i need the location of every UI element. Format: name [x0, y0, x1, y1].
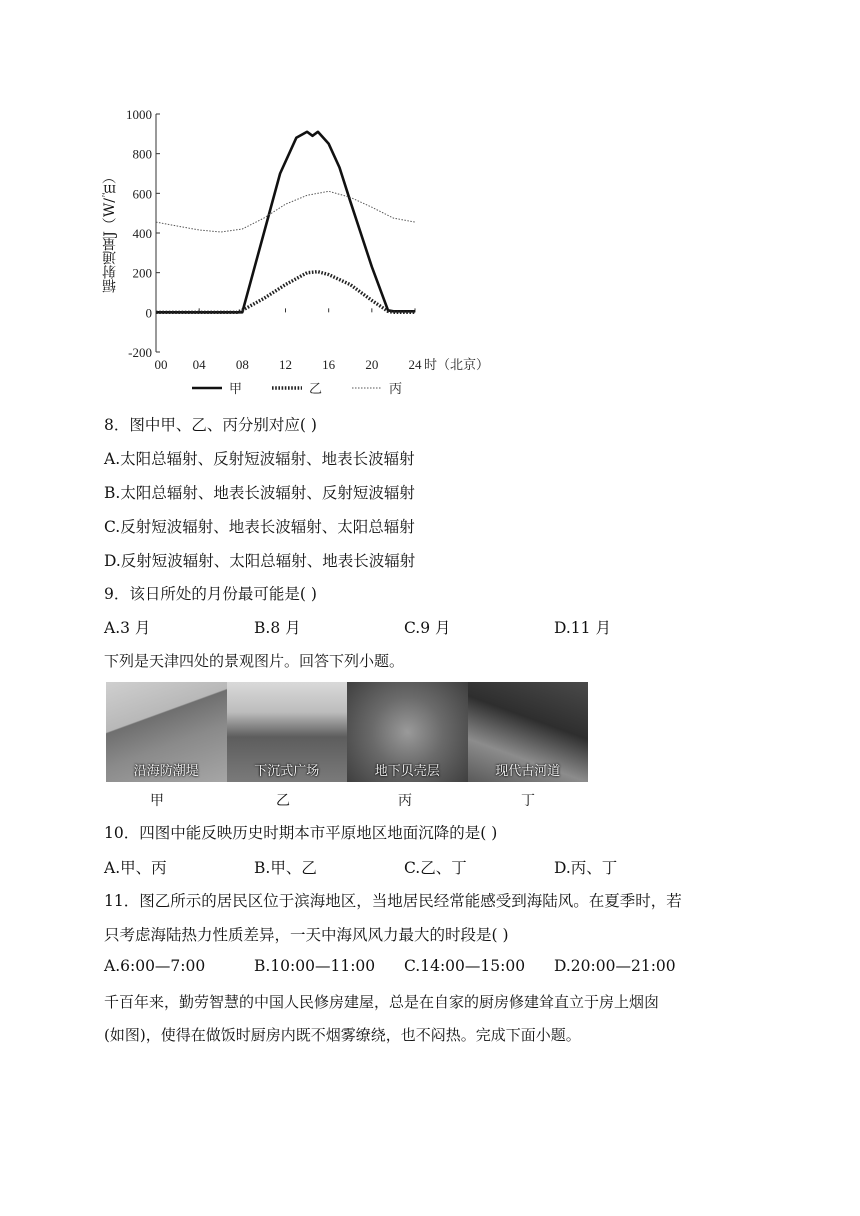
x-tick-label: 08	[235, 357, 249, 372]
series-line-甲	[156, 132, 415, 312]
q8-stem: 8．图中甲、乙、丙分别对应( )	[104, 416, 317, 434]
q9-option-c: C.9 月	[404, 619, 451, 637]
y-tick-label: 600	[132, 186, 152, 202]
photo-sunken-plaza	[227, 682, 348, 782]
q8-option-a: A.太阳总辐射、反射短波辐射、地表长波辐射	[104, 450, 415, 468]
y-tick-label: 200	[132, 265, 152, 281]
x-tick-label: 24	[408, 357, 422, 372]
q11-option-a: A.6:00—7:00	[104, 957, 206, 975]
photo-label-ding: 丁	[521, 793, 535, 809]
photo-label-jia: 甲	[150, 793, 164, 809]
q11-stem-line1: 11．图乙所示的居民区位于滨海地区，当地居民经常能感受到海陆风。在夏季时，若	[104, 892, 682, 910]
landscape-photos	[106, 682, 588, 782]
x-tick-label: 12	[279, 357, 292, 372]
intro-tianjin: 下列是天津四处的景观图片。回答下列小题。	[104, 652, 405, 670]
q10-option-c: C.乙、丁	[404, 859, 467, 877]
x-axis-label: 时（北京）	[424, 358, 490, 373]
q9-stem: 9．该日所处的月份最可能是( )	[104, 585, 317, 603]
q11-option-c: C.14:00—15:00	[404, 957, 526, 975]
legend-label: 乙	[309, 382, 323, 397]
y-tick-label: 0	[145, 305, 152, 321]
q8-option-d: D.反射短波辐射、太阳总辐射、地表长波辐射	[104, 552, 416, 570]
chimney-intro-line1: 千百年来，勤劳智慧的中国人民修房建屋，总是在自家的厨房修建耸直立于房上烟囱	[104, 993, 660, 1011]
chart-svg	[100, 95, 520, 405]
y-axis-label: 辐射通量J（W/㎡）	[102, 170, 118, 293]
photo-caption: 地下贝壳层	[374, 764, 440, 779]
q8-option-c: C.反射短波辐射、地表长波辐射、太阳总辐射	[104, 518, 415, 536]
photo-caption: 现代古河道	[495, 764, 561, 779]
y-tick-label: 800	[132, 146, 152, 162]
photo-label-bing: 丙	[398, 793, 412, 809]
photo-caption: 沿海防潮堤	[133, 764, 199, 779]
q11-option-b: B.10:00—11:00	[254, 957, 376, 975]
q11-stem-line2: 只考虑海陆热力性质差异，一天中海风风力最大的时段是( )	[104, 926, 509, 944]
chimney-intro-line2: (如图)，使得在做饭时厨房内既不烟雾缭绕，也不闷热。完成下面小题。	[104, 1026, 581, 1044]
q10-stem: 10．四图中能反映历史时期本市平原地区地面沉降的是( )	[104, 824, 498, 842]
photo-label-yi: 乙	[276, 793, 290, 809]
y-tick-label: 400	[132, 226, 152, 241]
q8-option-b: B.太阳总辐射、地表长波辐射、反射短波辐射	[104, 484, 415, 502]
series-line-丙	[156, 191, 415, 232]
photo-seawall	[106, 682, 227, 782]
photo-caption: 下沉式广场	[254, 764, 320, 779]
y-tick-label: -200	[128, 345, 152, 360]
photo-ancient-river	[468, 682, 589, 782]
legend-label: 丙	[389, 382, 403, 397]
photo-shell-layer	[347, 682, 468, 782]
x-tick-label: 16	[322, 357, 336, 372]
x-tick-label: 00	[154, 357, 168, 372]
q9-option-a: A.3 月	[104, 619, 151, 637]
q10-option-b: B.甲、乙	[254, 859, 317, 877]
q10-option-a: A.甲、丙	[104, 859, 167, 877]
q11-option-d: D.20:00—21:00	[554, 957, 676, 975]
q9-option-d: D.11 月	[554, 619, 611, 637]
x-tick-label: 04	[192, 357, 206, 372]
legend-label: 甲	[229, 382, 243, 397]
q10-option-d: D.丙、丁	[554, 859, 618, 877]
q9-option-b: B.8 月	[254, 619, 301, 637]
y-tick-label: 1000	[126, 107, 152, 122]
x-tick-label: 20	[365, 357, 379, 372]
radiation-chart	[100, 95, 520, 405]
